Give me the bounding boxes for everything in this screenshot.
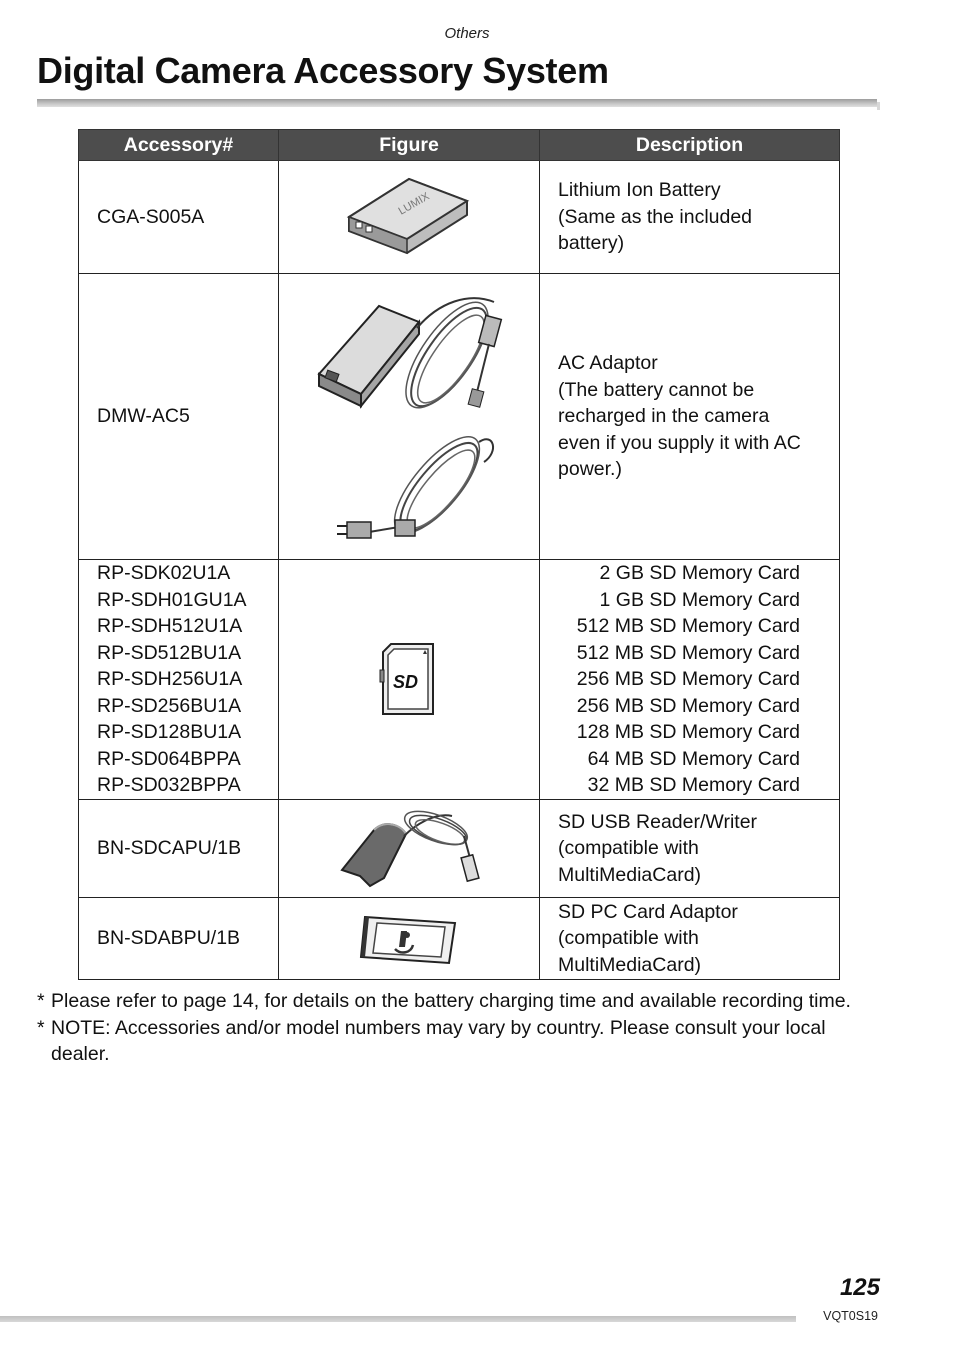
footnote-text: NOTE: Accessories and/or model numbers may vary by country. Please consult your local dealer. (51, 1016, 826, 1065)
footnote-marker: * (37, 1016, 45, 1039)
accessory-number: RP-SDK02U1A (97, 562, 231, 585)
figure-cell (279, 560, 540, 800)
accessory-number-cell (79, 560, 279, 800)
accessory-number-cell (79, 161, 279, 274)
description-line: MultiMediaCard) (558, 953, 702, 976)
description-line: (compatible with (558, 927, 699, 950)
accessory-number: RP-SD128BU1A (97, 721, 242, 744)
accessory-number-cell (79, 800, 279, 898)
accessory-number: RP-SDH256U1A (97, 668, 243, 691)
description-line: Lithium Ion Battery (558, 179, 721, 202)
figure-cell (279, 161, 540, 274)
description-line: (compatible with (558, 837, 699, 860)
accessory-number: CGA-S005A (97, 205, 205, 228)
header-description: Description (540, 130, 840, 161)
description-line: 256 MB SD Memory Card (576, 668, 800, 691)
accessory-number: RP-SD064BPPA (97, 747, 241, 770)
description-line: SD USB Reader/Writer (558, 810, 758, 833)
description-line: 512 MB SD Memory Card (576, 615, 800, 638)
table-row (79, 898, 840, 980)
accessory-number-cell (79, 898, 279, 980)
description-line: 1 GB SD Memory Card (599, 588, 800, 611)
description-line: recharged in the camera (558, 405, 770, 428)
description-cell (540, 560, 840, 800)
header-accessory: Accessory# (79, 130, 279, 161)
description-cell (540, 800, 840, 898)
description-line: 32 MB SD Memory Card (587, 774, 800, 797)
description-cell (540, 274, 840, 560)
accessory-number: BN-SDABPU/1B (97, 927, 241, 950)
usb-reader-image (334, 806, 484, 892)
footnote-text: Please refer to page 14, for details on the battery charging time and available recording time. (51, 990, 851, 1012)
description-line: (The battery cannot be (558, 378, 755, 401)
description-cell (540, 161, 840, 274)
description-line: (Same as the included (558, 205, 753, 228)
page-number: 125 (839, 1274, 880, 1301)
sd-logo-text: SD (393, 671, 419, 692)
description-cell (540, 898, 840, 980)
accessory-number: RP-SD032BPPA (97, 774, 241, 797)
accessory-number: RP-SDH512U1A (97, 615, 243, 638)
figure-cell (279, 898, 540, 980)
battery-image (339, 167, 479, 267)
description-line: 256 MB SD Memory Card (576, 694, 800, 717)
table-row (79, 161, 840, 274)
accessory-table (78, 129, 840, 980)
description-line: 2 GB SD Memory Card (599, 562, 800, 585)
header-figure: Figure (279, 130, 540, 161)
description-line: power.) (558, 458, 622, 481)
footnote-marker: * (37, 990, 45, 1012)
description-line: even if you supply it with AC (558, 431, 801, 454)
accessory-number: RP-SD256BU1A (97, 694, 242, 717)
footer-rule (0, 1316, 796, 1322)
description-line: 64 MB SD Memory Card (587, 747, 800, 770)
table-row (79, 560, 840, 800)
battery-brand-text: LUMIX (396, 190, 432, 218)
accessory-number: DMW-AC5 (97, 405, 190, 428)
title-underline (37, 99, 877, 107)
ac-adaptor-image (299, 282, 519, 552)
description-line: MultiMediaCard) (558, 863, 702, 886)
figure-cell (279, 274, 540, 560)
footnote (37, 988, 887, 1015)
accessory-number: RP-SDH01GU1A (97, 588, 247, 611)
footnote (37, 1015, 887, 1068)
description-line: AC Adaptor (558, 352, 658, 375)
description-line: battery) (558, 232, 625, 255)
document-code: VQT0S19 (823, 1309, 878, 1323)
pc-card-adaptor-image (357, 911, 461, 967)
description-line: 128 MB SD Memory Card (576, 721, 800, 744)
table-header-row (79, 130, 840, 161)
description-line: 512 MB SD Memory Card (576, 641, 800, 664)
table-row (79, 800, 840, 898)
figure-cell (279, 800, 540, 898)
accessory-number-cell (79, 274, 279, 560)
section-label: Others (444, 25, 490, 42)
description-line: SD PC Card Adaptor (558, 900, 738, 923)
table-row (79, 274, 840, 560)
accessory-number: BN-SDCAPU/1B (97, 837, 242, 860)
accessory-number: RP-SD512BU1A (97, 641, 242, 664)
footnotes (37, 988, 887, 1068)
sd-card-image (379, 640, 439, 720)
page-title: Digital Camera Accessory System (37, 50, 609, 91)
